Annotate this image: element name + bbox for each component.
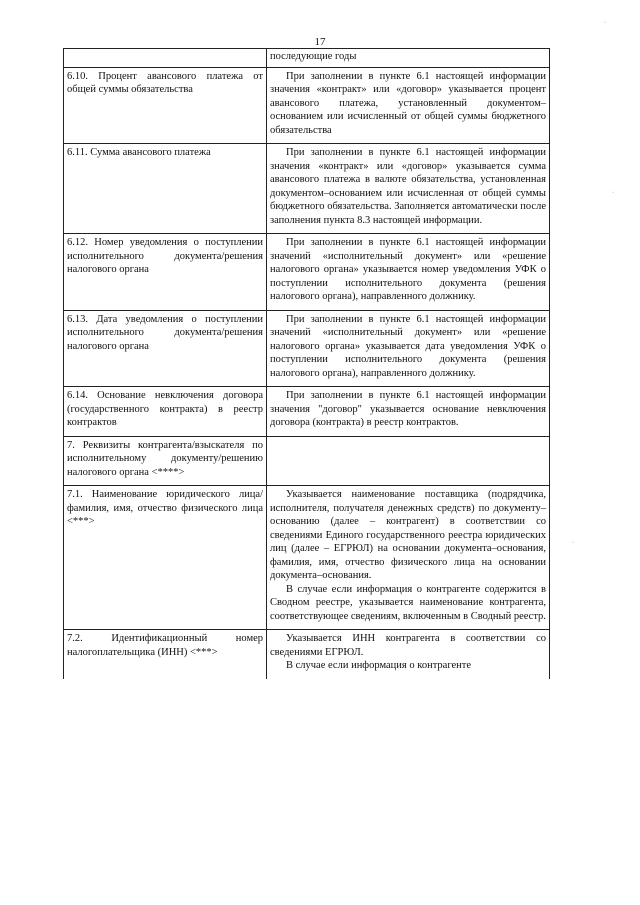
table-row: [64, 436, 550, 486]
field-label: 6.13. Дата уведомления о поступлении исполнительного документа/решения налогового органа: [64, 310, 267, 387]
description-paragraph: При заполнении в пункте 6.1 настоящей информации значения "договор" указывается основание невключения договора (контракта) в реестр контрактов.: [270, 390, 546, 428]
field-label: 6.10. Процент авансового платежа от общей суммы обязательства: [64, 67, 267, 144]
field-label: 7.2. Идентификационный номер налогоплательщика (ИНН) <***>: [64, 630, 267, 679]
field-label: 6.14. Основание невключения договора (государственного контракта) в реестр контрактов: [64, 387, 267, 437]
table-row: [64, 310, 550, 387]
requisites-table: [63, 48, 550, 679]
description-paragraph: Указывается наименование поставщика (подрядчика, исполнителя, получателя денежных средств) по документу–основанию (далее – контрагент) в соответствии со сведениями Единого государственного реестра юридических лиц (далее – ЕГРЮЛ) на основании документа–основания, фамилия, имя, отчество физического лица на основании документа–основания.: [270, 489, 546, 581]
description-paragraph: При заполнении в пункте 6.1 настоящей информации значения «контракт» или «договор» указывается сумма авансового платежа в валюте обязательства, установленная документом–основанием или исчисленная от общей суммы бюджетного обязательства. Заполняется автоматически после заполнения пункта 8.3 настоящей информации.: [270, 147, 546, 226]
page-number: 17: [314, 36, 326, 48]
field-label: 6.11. Сумма авансового платежа: [64, 144, 267, 234]
table-row: [64, 234, 550, 311]
description-paragraph: В случае если информация о контрагенте содержится в Сводном реестре, указывается наименование контрагента, соответствующее сведениям, включенным в Сводный реестр.: [270, 583, 546, 622]
description-paragraph: В случае если информация о контрагенте: [286, 660, 472, 671]
scan-speck: ·: [604, 20, 606, 26]
field-description: [267, 387, 550, 437]
label-cell-empty: [64, 49, 267, 68]
description-paragraph: При заполнении в пункте 6.1 настоящей информации значений «исполнительный документ» или «решение налогового органа» указывается номер уведомления УФК о поступлении исполнительного документа (решения налогового органа), направленного должнику.: [270, 237, 546, 302]
continuation-text: последующие годы: [267, 49, 550, 68]
table-row: [64, 67, 550, 144]
scan-speck: ·: [572, 540, 574, 546]
field-label: 7.1. Наименование юридического лица/фамилия, имя, отчество физического лица <***>: [64, 486, 267, 630]
field-description: [267, 436, 550, 486]
table-row: [64, 144, 550, 234]
field-label: 6.12. Номер уведомления о поступлении исполнительного документа/решения налогового органа: [64, 234, 267, 311]
table-row: [64, 387, 550, 437]
description-paragraph: При заполнении в пункте 6.1 настоящей информации значений «исполнительный документ» или «решение налогового органа» указывается дата уведомления УФК о поступлении исполнительного документа (решения налогового органа), направленного должнику.: [270, 313, 546, 379]
table-row: [64, 630, 550, 679]
field-description: [267, 234, 550, 311]
field-description: [267, 310, 550, 387]
table-row-continuation: [64, 49, 550, 68]
scan-speck: ·: [612, 190, 614, 196]
field-description: [267, 486, 550, 630]
field-description: [267, 144, 550, 234]
description-paragraph: При заполнении в пункте 6.1 настоящей информации значения «контракт» или «договор» указывается процент авансового платежа, установленный документом–основанием или исчисленный от общей суммы бюджетного обязательства: [270, 70, 546, 136]
field-label: 7. Реквизиты контрагента/взыскателя по исполнительному документу/решению налогового органа <****>: [64, 436, 267, 486]
description-paragraph: Указывается ИНН контрагента в соответствии со сведениями ЕГРЮЛ.: [270, 633, 546, 658]
field-description: [267, 630, 550, 679]
table-row: [64, 486, 550, 630]
field-description: [267, 67, 550, 144]
